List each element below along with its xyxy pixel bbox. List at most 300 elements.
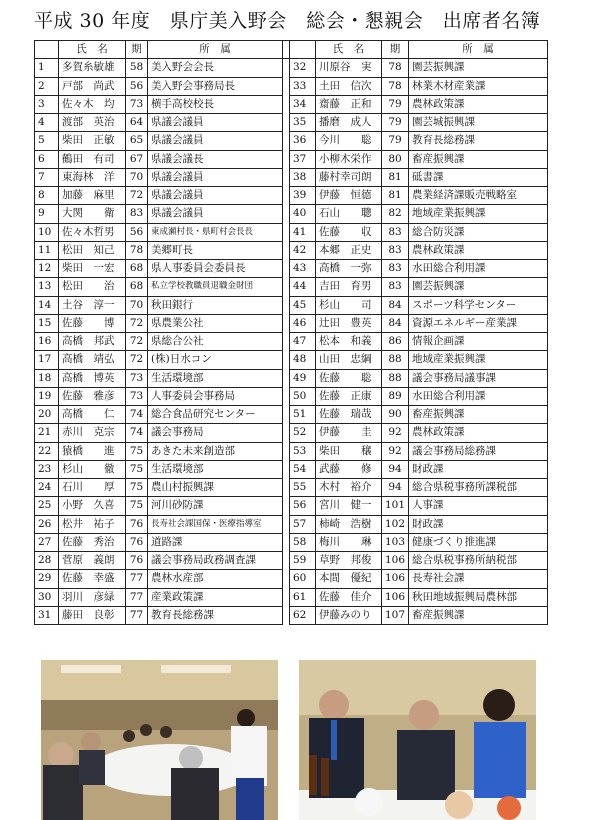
attendee-name: 柴田 一宏	[59, 260, 126, 278]
table-row	[35, 278, 548, 296]
header-ki: 期	[126, 41, 148, 59]
attendee-name: 松田 知己	[59, 241, 126, 259]
attendee-name: 伊藤 恒德	[316, 187, 382, 205]
table-row	[35, 95, 548, 113]
row-number: 4	[35, 114, 59, 132]
column-gap	[283, 296, 290, 314]
affiliation: 財政課	[409, 515, 548, 533]
attendee-name: 佐藤 収	[316, 223, 382, 241]
graduation-term: 92	[382, 442, 409, 460]
attendee-name: 大関 衛	[59, 205, 126, 223]
attendee-name: 柴田 穣	[316, 442, 382, 460]
row-number: 19	[35, 387, 59, 405]
column-gap	[283, 369, 290, 387]
row-number: 57	[290, 515, 316, 533]
graduation-term: 79	[382, 114, 409, 132]
attendee-name: 松田 治	[59, 278, 126, 296]
affiliation: 長寿社会課国保・医療指導室	[148, 515, 283, 533]
affiliation: 畜産振興課	[409, 606, 548, 624]
row-number: 37	[290, 150, 316, 168]
table-row	[35, 588, 548, 606]
page-title: 平成 30 年度 県庁美入野会 総会・懇親会 出席者名簿	[34, 10, 541, 32]
column-gap	[283, 387, 290, 405]
graduation-term: 73	[126, 387, 148, 405]
attendee-name: 杉山 徹	[59, 460, 126, 478]
attendee-name: 柴田 正敏	[59, 132, 126, 150]
row-number: 7	[35, 168, 59, 186]
graduation-term: 81	[382, 168, 409, 186]
affiliation: 県議会議員	[148, 205, 283, 223]
graduation-term: 79	[382, 132, 409, 150]
graduation-term: 76	[126, 552, 148, 570]
column-gap	[283, 132, 290, 150]
table-row	[35, 150, 548, 168]
header-affiliation: 所 属	[148, 41, 283, 59]
table-row	[35, 351, 548, 369]
table-row	[35, 168, 548, 186]
column-gap	[283, 77, 290, 95]
attendee-name: 渡部 英治	[59, 114, 126, 132]
graduation-term: 70	[126, 168, 148, 186]
attendee-name: 鶴田 有司	[59, 150, 126, 168]
row-number: 18	[35, 369, 59, 387]
column-gap	[283, 442, 290, 460]
affiliation: 農林政策課	[409, 424, 548, 442]
affiliation: 県総合公社	[148, 333, 283, 351]
row-number: 34	[290, 95, 316, 113]
affiliation: 教育長総務課	[148, 606, 283, 624]
affiliation: 砥書課	[409, 168, 548, 186]
graduation-term: 75	[126, 442, 148, 460]
attendee-name: 猿橋 進	[59, 442, 126, 460]
table-row	[35, 442, 548, 460]
column-gap	[283, 95, 290, 113]
header-no	[35, 41, 59, 59]
table-row	[35, 497, 548, 515]
affiliation: 畜産振興課	[409, 150, 548, 168]
graduation-term: 58	[126, 59, 148, 77]
attendee-name: 佐藤 雅彦	[59, 387, 126, 405]
graduation-term: 72	[126, 314, 148, 332]
graduation-term: 92	[382, 424, 409, 442]
attendee-name: 多賀糸敏雄	[59, 59, 126, 77]
row-number: 56	[290, 497, 316, 515]
attendee-name: 石川 厚	[59, 479, 126, 497]
column-gap	[283, 333, 290, 351]
attendee-name: 佐藤 瑞哉	[316, 406, 382, 424]
table-row	[35, 460, 548, 478]
table-row	[35, 187, 548, 205]
graduation-term: 82	[382, 205, 409, 223]
table-row	[35, 114, 548, 132]
affiliation: 林業木材産業課	[409, 77, 548, 95]
column-gap	[283, 59, 290, 77]
affiliation: 総合防災課	[409, 223, 548, 241]
row-number: 40	[290, 205, 316, 223]
row-number: 13	[35, 278, 59, 296]
attendee-name: 佐藤 幸盛	[59, 570, 126, 588]
column-gap	[283, 278, 290, 296]
row-number: 55	[290, 479, 316, 497]
table-row	[35, 241, 548, 259]
row-number: 22	[35, 442, 59, 460]
row-number: 60	[290, 570, 316, 588]
affiliation: 県農業公社	[148, 314, 283, 332]
column-gap	[283, 460, 290, 478]
attendee-name: 梅川 琳	[316, 533, 382, 551]
attendee-name: 小野 久喜	[59, 497, 126, 515]
row-number: 3	[35, 95, 59, 113]
header-name: 氏 名	[59, 41, 126, 59]
table-row	[35, 77, 548, 95]
row-number: 41	[290, 223, 316, 241]
attendee-name: 高橋 靖弘	[59, 351, 126, 369]
graduation-term: 86	[382, 333, 409, 351]
graduation-term: 68	[126, 260, 148, 278]
graduation-term: 79	[382, 95, 409, 113]
banquet-hall-photo	[41, 660, 278, 820]
affiliation: 人事委員会事務局	[148, 387, 283, 405]
row-number: 5	[35, 132, 59, 150]
affiliation: 議会事務局政務調査課	[148, 552, 283, 570]
graduation-term: 70	[126, 296, 148, 314]
column-gap	[283, 570, 290, 588]
affiliation: 秋田地域振興局農林部	[409, 588, 548, 606]
affiliation: 水田総合利用課	[409, 387, 548, 405]
attendee-name: 佐々木 均	[59, 95, 126, 113]
attendee-name: 佐藤 博	[59, 314, 126, 332]
table-row	[35, 369, 548, 387]
row-number: 24	[35, 479, 59, 497]
affiliation: 人事課	[409, 497, 548, 515]
column-gap	[283, 41, 290, 59]
attendee-name: 土谷 淳一	[59, 296, 126, 314]
affiliation: 水田総合利用課	[409, 260, 548, 278]
table-row	[35, 570, 548, 588]
row-number: 35	[290, 114, 316, 132]
graduation-term: 84	[382, 314, 409, 332]
attendee-name: 加藤 麻里	[59, 187, 126, 205]
table-row	[35, 314, 548, 332]
table-row	[35, 515, 548, 533]
graduation-term: 65	[126, 132, 148, 150]
affiliation: 横手高校校長	[148, 95, 283, 113]
attendee-name: 赤川 克宗	[59, 424, 126, 442]
row-number: 15	[35, 314, 59, 332]
row-number: 49	[290, 369, 316, 387]
table-header-row	[35, 41, 548, 59]
attendee-name: 高橋 邦武	[59, 333, 126, 351]
graduation-term: 94	[382, 479, 409, 497]
attendee-name: 佐藤 佳介	[316, 588, 382, 606]
table-guests-photo	[299, 660, 536, 820]
row-number: 16	[35, 333, 59, 351]
attendee-name: 佐藤 正康	[316, 387, 382, 405]
affiliation: 農業経済課販売戦略室	[409, 187, 548, 205]
column-gap	[283, 533, 290, 551]
affiliation: 園芸振興課	[409, 59, 548, 77]
graduation-term: 94	[382, 460, 409, 478]
affiliation: 生活環境部	[148, 460, 283, 478]
table-row	[35, 606, 548, 624]
row-number: 31	[35, 606, 59, 624]
affiliation: 産業政策課	[148, 588, 283, 606]
graduation-term: 77	[126, 570, 148, 588]
graduation-term: 83	[126, 205, 148, 223]
table-row	[35, 59, 548, 77]
column-gap	[283, 552, 290, 570]
graduation-term: 67	[126, 150, 148, 168]
graduation-term: 83	[382, 223, 409, 241]
table-body	[35, 59, 548, 625]
column-gap	[283, 150, 290, 168]
header-name: 氏 名	[316, 41, 382, 59]
affiliation: 地域産業振興課	[409, 205, 548, 223]
graduation-term: 77	[126, 588, 148, 606]
graduation-term: 102	[382, 515, 409, 533]
attendee-name: 小柳木栄作	[316, 150, 382, 168]
table-row	[35, 333, 548, 351]
affiliation: 県人事委員会委員長	[148, 260, 283, 278]
row-number: 62	[290, 606, 316, 624]
attendee-name: 草野 邦俊	[316, 552, 382, 570]
affiliation: 議会事務局総務課	[409, 442, 548, 460]
affiliation: 秋田銀行	[148, 296, 283, 314]
affiliation: (株)日水コン	[148, 351, 283, 369]
attendee-name: 本間 優紀	[316, 570, 382, 588]
row-number: 12	[35, 260, 59, 278]
table-row	[35, 424, 548, 442]
attendee-name: 藤村幸司朗	[316, 168, 382, 186]
header-no	[290, 41, 316, 59]
row-number: 20	[35, 406, 59, 424]
affiliation: 園芸振興課	[409, 278, 548, 296]
graduation-term: 103	[382, 533, 409, 551]
graduation-term: 88	[382, 351, 409, 369]
graduation-term: 101	[382, 497, 409, 515]
attendee-name: 杉山 司	[316, 296, 382, 314]
row-number: 1	[35, 59, 59, 77]
column-gap	[283, 223, 290, 241]
affiliation: 資源エネルギー産業課	[409, 314, 548, 332]
affiliation: 県議会議員	[148, 132, 283, 150]
row-number: 42	[290, 241, 316, 259]
graduation-term: 77	[126, 606, 148, 624]
affiliation: 地域産業振興課	[409, 351, 548, 369]
graduation-term: 89	[382, 387, 409, 405]
attendee-name: 辻田 豊英	[316, 314, 382, 332]
graduation-term: 81	[382, 187, 409, 205]
attendee-name: 佐藤 秀治	[59, 533, 126, 551]
attendee-name: 伊藤みのり	[316, 606, 382, 624]
attendee-name: 木村 裕介	[316, 479, 382, 497]
row-number: 43	[290, 260, 316, 278]
column-gap	[283, 205, 290, 223]
affiliation: 情報企画課	[409, 333, 548, 351]
table-row	[35, 260, 548, 278]
row-number: 52	[290, 424, 316, 442]
affiliation: 議会事務局議事課	[409, 369, 548, 387]
attendee-name: 高橋 博英	[59, 369, 126, 387]
affiliation: 美入野会会長	[148, 59, 283, 77]
row-number: 58	[290, 533, 316, 551]
graduation-term: 80	[382, 150, 409, 168]
attendee-name: 松井 祐子	[59, 515, 126, 533]
attendee-name: 高橋 一弥	[316, 260, 382, 278]
column-gap	[283, 114, 290, 132]
affiliation: 農山村振興課	[148, 479, 283, 497]
column-gap	[283, 424, 290, 442]
graduation-term: 83	[382, 241, 409, 259]
graduation-term: 106	[382, 570, 409, 588]
graduation-term: 106	[382, 552, 409, 570]
attendee-name: 石山 聰	[316, 205, 382, 223]
graduation-term: 75	[126, 460, 148, 478]
graduation-term: 74	[126, 424, 148, 442]
graduation-term: 73	[126, 95, 148, 113]
graduation-term: 56	[126, 77, 148, 95]
row-number: 27	[35, 533, 59, 551]
row-number: 8	[35, 187, 59, 205]
column-gap	[283, 588, 290, 606]
graduation-term: 83	[382, 278, 409, 296]
row-number: 47	[290, 333, 316, 351]
table-row	[35, 406, 548, 424]
affiliation: あきた未来創造部	[148, 442, 283, 460]
column-gap	[283, 314, 290, 332]
affiliation: 道路課	[148, 533, 283, 551]
row-number: 17	[35, 351, 59, 369]
row-number: 21	[35, 424, 59, 442]
graduation-term: 72	[126, 187, 148, 205]
attendee-name: 宮川 健一	[316, 497, 382, 515]
affiliation: 美入野会事務局長	[148, 77, 283, 95]
graduation-term: 90	[382, 406, 409, 424]
attendee-name: 高橋 仁	[59, 406, 126, 424]
row-number: 46	[290, 314, 316, 332]
affiliation: 県議会議員	[148, 187, 283, 205]
affiliation: 畜産振興課	[409, 406, 548, 424]
row-number: 53	[290, 442, 316, 460]
row-number: 10	[35, 223, 59, 241]
attendee-name: 吉田 育男	[316, 278, 382, 296]
column-gap	[283, 406, 290, 424]
attendee-name: 山田 忠綱	[316, 351, 382, 369]
attendee-name: 武藤 修	[316, 460, 382, 478]
affiliation: 健康づくり推進課	[409, 533, 548, 551]
graduation-term: 78	[382, 77, 409, 95]
graduation-term: 73	[126, 369, 148, 387]
affiliation: 私立学校教職員退職金財団	[148, 278, 283, 296]
graduation-term: 78	[126, 241, 148, 259]
row-number: 11	[35, 241, 59, 259]
table-row	[35, 533, 548, 551]
affiliation: 農林水産部	[148, 570, 283, 588]
affiliation: 県議会議員	[148, 114, 283, 132]
affiliation: 総合県税事務所納税部	[409, 552, 548, 570]
affiliation: 河川砂防課	[148, 497, 283, 515]
row-number: 36	[290, 132, 316, 150]
row-number: 33	[290, 77, 316, 95]
row-number: 28	[35, 552, 59, 570]
row-number: 48	[290, 351, 316, 369]
graduation-term: 56	[126, 223, 148, 241]
attendee-name: 松本 和義	[316, 333, 382, 351]
graduation-term: 106	[382, 588, 409, 606]
column-gap	[283, 168, 290, 186]
row-number: 51	[290, 406, 316, 424]
graduation-term: 72	[126, 333, 148, 351]
table-row	[35, 223, 548, 241]
attendee-name: 戸部 尚武	[59, 77, 126, 95]
graduation-term: 68	[126, 278, 148, 296]
graduation-term: 75	[126, 497, 148, 515]
graduation-term: 107	[382, 606, 409, 624]
attendee-name: 伊藤 圭	[316, 424, 382, 442]
row-number: 25	[35, 497, 59, 515]
attendee-name: 藤田 良彰	[59, 606, 126, 624]
row-number: 2	[35, 77, 59, 95]
column-gap	[283, 260, 290, 278]
graduation-term: 76	[126, 533, 148, 551]
header-affiliation: 所 属	[409, 41, 548, 59]
row-number: 50	[290, 387, 316, 405]
table-row	[35, 479, 548, 497]
graduation-term: 75	[126, 479, 148, 497]
attendee-name: 柿崎 浩樹	[316, 515, 382, 533]
affiliation: 生活環境部	[148, 369, 283, 387]
row-number: 9	[35, 205, 59, 223]
column-gap	[283, 241, 290, 259]
table-row	[35, 296, 548, 314]
attendee-name: 佐藤 聡	[316, 369, 382, 387]
attendee-name: 佐々木哲男	[59, 223, 126, 241]
affiliation: 長寿社会課	[409, 570, 548, 588]
row-number: 45	[290, 296, 316, 314]
affiliation: 議会事務局	[148, 424, 283, 442]
table-row	[35, 552, 548, 570]
graduation-term: 88	[382, 369, 409, 387]
row-number: 59	[290, 552, 316, 570]
affiliation: 農林政策課	[409, 241, 548, 259]
graduation-term: 72	[126, 351, 148, 369]
affiliation: 農林政策課	[409, 95, 548, 113]
affiliation: 東成瀬村長・県町村会長長	[148, 223, 283, 241]
graduation-term: 83	[382, 260, 409, 278]
attendee-name: 今川 聡	[316, 132, 382, 150]
row-number: 38	[290, 168, 316, 186]
row-number: 14	[35, 296, 59, 314]
row-number: 26	[35, 515, 59, 533]
column-gap	[283, 515, 290, 533]
graduation-term: 64	[126, 114, 148, 132]
attendee-table	[34, 40, 548, 625]
row-number: 39	[290, 187, 316, 205]
attendee-name: 川原谷 実	[316, 59, 382, 77]
column-gap	[283, 606, 290, 624]
row-number: 54	[290, 460, 316, 478]
column-gap	[283, 187, 290, 205]
graduation-term: 74	[126, 406, 148, 424]
affiliation: 総合食品研究センター	[148, 406, 283, 424]
row-number: 32	[290, 59, 316, 77]
table-row	[35, 387, 548, 405]
row-number: 6	[35, 150, 59, 168]
attendee-name: 土田 信次	[316, 77, 382, 95]
table-row	[35, 205, 548, 223]
header-ki: 期	[382, 41, 409, 59]
affiliation: 県議会議長	[148, 150, 283, 168]
